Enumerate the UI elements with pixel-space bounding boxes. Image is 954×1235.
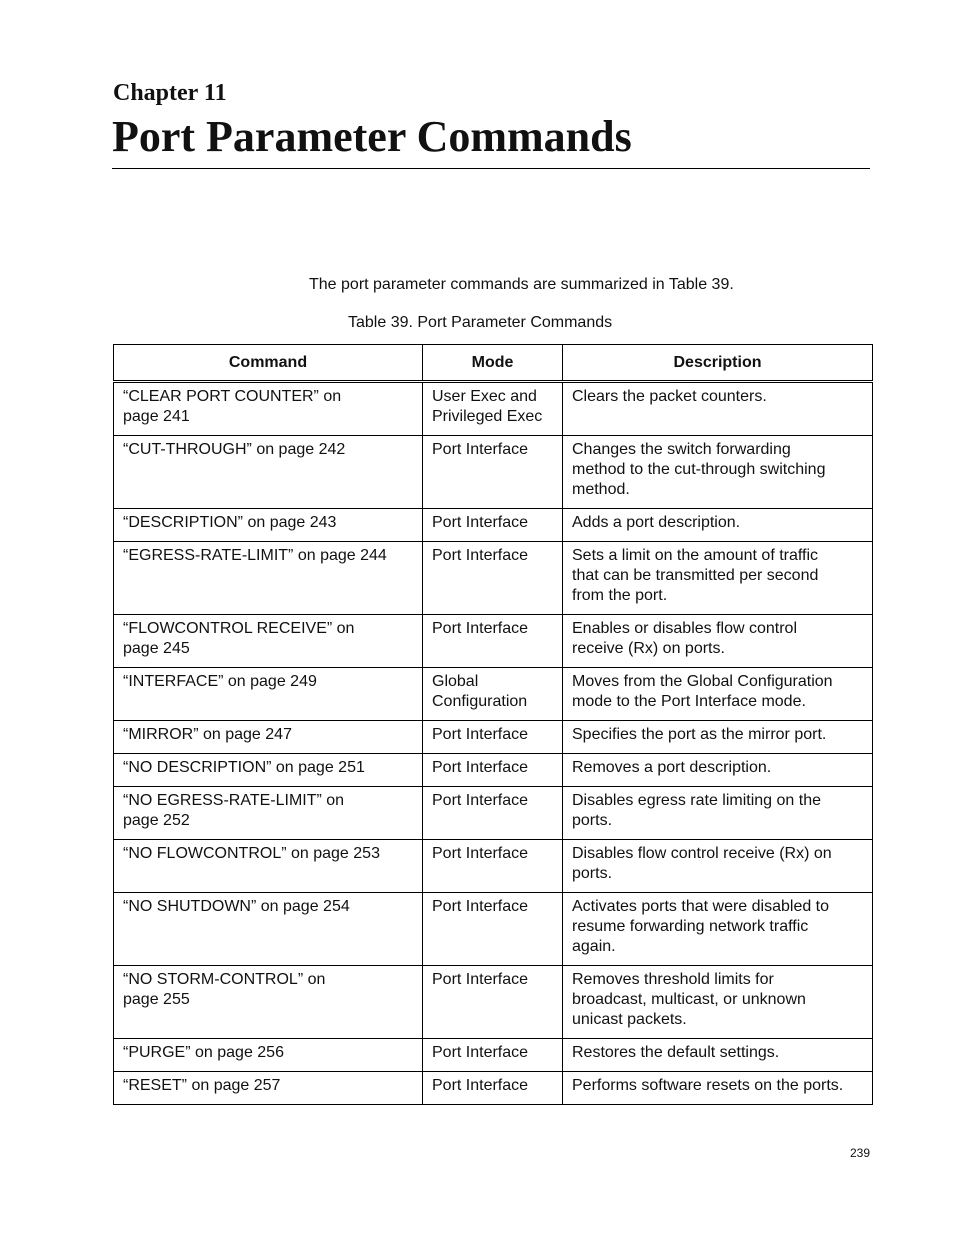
table-row <box>114 893 873 966</box>
mode-cell: User Exec and Privileged Exec <box>423 382 563 436</box>
table-row <box>114 509 873 542</box>
command-cell: “INTERFACE” on page 249 <box>114 668 423 721</box>
command-cell: “NO STORM-CONTROL” on page 255 <box>114 966 423 1039</box>
intro-paragraph: The port parameter commands are summarized in Table 39. <box>309 276 734 293</box>
mode-cell: Port Interface <box>423 893 563 966</box>
description-cell: Clears the packet counters. <box>563 382 873 436</box>
mode-cell: Port Interface <box>423 436 563 509</box>
table-row <box>114 754 873 787</box>
command-cell: “RESET” on page 257 <box>114 1072 423 1105</box>
mode-cell: Port Interface <box>423 840 563 893</box>
mode-cell: Port Interface <box>423 966 563 1039</box>
table-row <box>114 382 873 436</box>
table-header <box>114 345 873 382</box>
table-row <box>114 436 873 509</box>
table-row <box>114 840 873 893</box>
mode-cell: Port Interface <box>423 542 563 615</box>
mode-cell: Port Interface <box>423 509 563 542</box>
description-cell: Performs software resets on the ports. <box>563 1072 873 1105</box>
description-cell: Removes a port description. <box>563 754 873 787</box>
mode-cell: Port Interface <box>423 1039 563 1072</box>
port-parameter-commands-table <box>113 344 873 1105</box>
table-row <box>114 721 873 754</box>
table-caption: Table 39. Port Parameter Commands <box>348 314 613 331</box>
mode-cell: Port Interface <box>423 721 563 754</box>
description-cell: Enables or disables flow control receive (Rx) on ports. <box>563 615 873 668</box>
description-cell: Changes the switch forwarding method to the cut-through switching method. <box>563 436 873 509</box>
command-cell: “EGRESS-RATE-LIMIT” on page 244 <box>114 542 423 615</box>
table-row <box>114 787 873 840</box>
command-cell: “CLEAR PORT COUNTER” on page 241 <box>114 382 423 436</box>
page-number: 239 <box>849 1146 870 1160</box>
table-row <box>114 1039 873 1072</box>
header-description: Description <box>563 345 873 382</box>
table-header-row <box>114 345 873 382</box>
header-command: Command <box>114 345 423 382</box>
description-cell: Activates ports that were disabled to resume forwarding network traffic again. <box>563 893 873 966</box>
description-cell: Moves from the Global Configuration mode to the Port Interface mode. <box>563 668 873 721</box>
description-cell: Sets a limit on the amount of traffic that can be transmitted per second from the port. <box>563 542 873 615</box>
command-cell: “NO FLOWCONTROL” on page 253 <box>114 840 423 893</box>
command-cell: “NO DESCRIPTION” on page 251 <box>114 754 423 787</box>
header-mode: Mode <box>423 345 563 382</box>
table-body <box>114 382 873 1105</box>
description-cell: Disables flow control receive (Rx) on ports. <box>563 840 873 893</box>
title-divider <box>112 168 870 169</box>
description-cell: Specifies the port as the mirror port. <box>563 721 873 754</box>
command-cell: “PURGE” on page 256 <box>114 1039 423 1072</box>
command-cell: “DESCRIPTION” on page 243 <box>114 509 423 542</box>
table-row <box>114 966 873 1039</box>
table-row <box>114 615 873 668</box>
command-cell: “NO SHUTDOWN” on page 254 <box>114 893 423 966</box>
description-cell: Removes threshold limits for broadcast, multicast, or unknown unicast packets. <box>563 966 873 1039</box>
chapter-title: Port Parameter Commands <box>112 112 632 161</box>
command-cell: “FLOWCONTROL RECEIVE” on page 245 <box>114 615 423 668</box>
mode-cell: Port Interface <box>423 754 563 787</box>
mode-cell: Port Interface <box>423 787 563 840</box>
description-cell: Restores the default settings. <box>563 1039 873 1072</box>
mode-cell: Port Interface <box>423 1072 563 1105</box>
description-cell: Disables egress rate limiting on the ports. <box>563 787 873 840</box>
chapter-label: Chapter 11 <box>113 80 227 106</box>
mode-cell: Global Configuration <box>423 668 563 721</box>
table-row <box>114 668 873 721</box>
command-cell: “MIRROR” on page 247 <box>114 721 423 754</box>
mode-cell: Port Interface <box>423 615 563 668</box>
command-cell: “CUT-THROUGH” on page 242 <box>114 436 423 509</box>
command-cell: “NO EGRESS-RATE-LIMIT” on page 252 <box>114 787 423 840</box>
table-row <box>114 542 873 615</box>
table-row <box>114 1072 873 1105</box>
description-cell: Adds a port description. <box>563 509 873 542</box>
